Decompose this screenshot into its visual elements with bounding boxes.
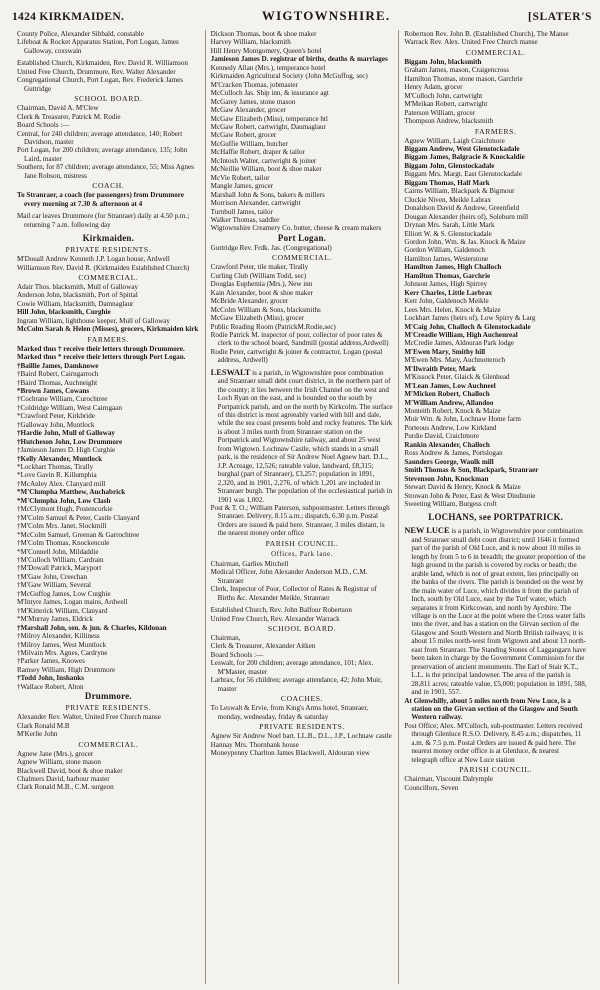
- directory-entry: †M'Gaw William, Several: [17, 581, 91, 590]
- page-number-and-parish: [12, 11, 124, 23]
- directory-entry: *Love Gavin R. Killumphia: [17, 471, 97, 480]
- directory-entry: M'Ilwraith Peter, Mark: [404, 364, 476, 373]
- directory-entry: Clark Ronald M.B: [17, 721, 70, 730]
- page-number: 1424: [12, 11, 37, 23]
- directory-entry: M'Creadie William, High Auchenreal: [404, 330, 518, 339]
- directory-entry: Rankin Alexander, Challoch: [404, 440, 490, 449]
- directory-entry: †M'Colm Samuel & Peter, Castle Clanyard: [17, 513, 140, 522]
- directory-entry: Clark Ronald M.B., C.M. surgeon: [17, 783, 114, 792]
- directory-entry: McCulloch Jas. Ship inn, & insurance agt: [210, 89, 329, 98]
- directory-entry: †M'Colm Mrs. Janet, Slockmill: [17, 522, 107, 531]
- directory-entry: Biggam James, Balgracie & Knockaldie: [404, 153, 525, 162]
- directory-entry: †M'Dowall Patrick, Maryport: [17, 564, 102, 573]
- section-heading: PARISH COUNCIL.: [265, 538, 339, 548]
- directory-entry: Hill John, blacksmith, Curghie: [17, 308, 111, 317]
- directory-entry: Board Schools :—: [17, 121, 70, 130]
- directory-entry: *M'Clumpha Matthew, Auchabrick: [17, 488, 126, 497]
- directory-entry: Marked thus † receive their letters through Drummore.: [17, 344, 185, 353]
- page-header: [12, 8, 592, 28]
- directory-entry: Congregational Church, Port Logan, Rev. Frederick James Guttridge: [17, 76, 184, 93]
- directory-entry: M'Lean James, Low Auchneel: [404, 381, 496, 390]
- directory-entry: Ross Andrew & James, Portslogan: [404, 449, 503, 458]
- directory-entry: County Police, Alexander Sibbald, constable: [17, 30, 144, 38]
- directory-entry: Crawford Peter, tile maker, Tirally: [210, 263, 309, 272]
- directory-entry: Donaldson David & Andrew, Greenfield: [404, 204, 520, 213]
- directory-entry: McBride Alexander, grocer: [210, 297, 289, 306]
- section-heading: SCHOOL BOARD.: [74, 94, 143, 104]
- directory-entry: Medical Officer, John Alexander Anderson M.D., C.M. Stranraer: [210, 568, 368, 585]
- directory-entry: †McClymont Hugh, Postencorkie: [17, 505, 113, 514]
- parish-description: [211, 369, 394, 504]
- directory-entry: †Hutcheson John, Low Drummore: [17, 437, 123, 446]
- directory-entry: Robertson Rev. John B. (Established Church), The Manse: [404, 30, 569, 38]
- directory-entry: Agnew William, stone mason: [17, 758, 101, 767]
- directory-entry: Drynan Mrs. Sarah, Little Mark: [404, 221, 495, 230]
- directory-entry: Williamson Rev. David R. (Kirkmaiden Established Church): [17, 263, 190, 272]
- directory-entry: Mail car leaves Drummore (for Stranraer) daily at 4.50 p.m.; returning 7 a.m. following day: [17, 212, 190, 229]
- directory-entry: Blackwell David, boot & shoe maker: [17, 766, 123, 775]
- directory-entry: McColm William & Sons, blacksmiths: [210, 305, 321, 314]
- directory-entry: Ramsey William, High Drummore: [17, 665, 116, 674]
- directory-entry: M'Kerlie John: [17, 730, 58, 739]
- directory-entry: Moneypenny Charlton James Blackwell, Aldouran view: [210, 748, 370, 757]
- directory-entry: M'Ewen Mrs. Mary, Auchnotteroch: [404, 356, 506, 365]
- publisher-title: [SLATER'S: [528, 11, 592, 23]
- left-running-title: KIRKMAIDEN.: [39, 11, 125, 23]
- directory-entry: Adair Thos. blacksmith, Mull of Galloway: [17, 282, 139, 291]
- directory-entry: Lifeboat & Rocket Apparatus Station, Port Logan, James Galloway, coxswain: [17, 38, 179, 55]
- directory-entry: United Free Church, Drummore, Rev. Walter Alexander: [17, 67, 176, 76]
- directory-entry: Chairman, Viscount Dalrymple: [404, 775, 494, 784]
- directory-entry: *M'Connell John, Mildaddie: [17, 547, 99, 556]
- directory-entry: Kain Alexander, boot & shoe maker: [210, 288, 313, 297]
- directory-entry: †Todd John, Inshanks: [17, 674, 84, 683]
- directory-entry: Chairman, David A. M'Clew: [17, 104, 99, 113]
- directory-entry: Biggam Thomas, Half Mark: [404, 178, 490, 187]
- parish-description-text: is a parish, in Wigtownshire poor combination and Stranraer small debt court district; until 1646 it formed part of the parish of Old Luce, and is now about 10 miles in length by from 5 to 6 in breadth; the greater proportion of the high ground in the parish is covered by rocks or heath; the arable land, which is not of great extent, lies principally on the banks of the rivers. The parish is bounded on the west by the main water of Luce, which divides it from the parish of Inch, south by Old Luce, east by the Turf water, which separates it from Kirkcowan, and north by Ayrshire. The village is on the Luce at the point where the Cross water falls into the river, and has a station on the Girvan section of the Glasgow and South Western and North British railways; it is about 15 miles north-west from Wigtown and about 13 north-east from Stranraer. The Standing Stones of Laggangarn have been taken in charge by the Government Commission for the preservation of ancient monuments. The Earl of Stair K.T., L.L. is the principal landowner. The area of the parish is 28,811 acres; rateable value, £5,000; population in 1891, 588, and in 1901, 557.: [411, 527, 587, 697]
- directory-entry: M'Caig John, Challoch & Glenstockadale: [404, 322, 531, 331]
- section-heading: LOCHANS, see PORTPATRICK.: [428, 512, 564, 523]
- directory-entry: Established Church, Kirkmaiden, Rev. David R. Williamson: [17, 59, 188, 68]
- directory-entry: Thompson Andrew, blacksmith: [404, 117, 494, 126]
- section-heading: Drummore.: [84, 691, 132, 702]
- directory-entry: Biggam Mrs. Margt. East Glenstockadale: [404, 170, 523, 179]
- directory-entry: Chairman, Garlies Mitchell: [210, 559, 289, 568]
- section-heading: SCHOOL BOARD.: [267, 624, 337, 633]
- directory-entry: Clerk & Treasurer, Alexander Aitken: [210, 642, 316, 651]
- directory-entry: Kennedy Allan (Mrs.), temperance hotel: [210, 63, 326, 72]
- directory-entry: Ingram William, lighthouse keeper, Mull of Galloway: [17, 316, 170, 325]
- directory-entry: M'Culloch John, cartwright: [404, 91, 483, 100]
- directory-entry: McIntosh Walter, cartwright & joiner: [210, 156, 317, 165]
- directory-entry: Alexander Rev. Walter, United Free Church manse: [17, 713, 161, 722]
- directory-entry: †Milvain Mrs. Agnes, Cardryne: [17, 649, 108, 657]
- directory-entry: †Marshall John, sen. & jun. & Charles, Kildonan: [17, 623, 167, 632]
- directory-entry: Sweeting William, Burgess croft: [404, 500, 497, 509]
- directory-entry: Gordon John, Wm. & Jas. Knock & Maize: [404, 237, 526, 246]
- section-heading: COMMERCIAL.: [465, 47, 526, 57]
- directory-entry: Porteous Andrew, Low Kirkland: [404, 423, 497, 432]
- directory-entry: United Free Church, Rev. Alexander Warrack: [210, 614, 340, 623]
- directory-entry: Monteith Robert, Knock & Maize: [404, 407, 501, 416]
- directory-entry: Douglas Euphemia (Mrs.), New inn: [210, 280, 313, 289]
- directory-entry: M'Douall Andrew Kenneth J.P. Logan house, Ardwell: [17, 255, 170, 264]
- directory-entry: Agnew Sir Andrew Noel bart. LL.B., D.L., J.P., Lochnaw castle: [210, 732, 392, 741]
- directory-entry: †Coldridge William, West Cairngaan: [17, 403, 122, 412]
- directory-entry: M'Intyre James, Logan mains, Ardwell: [17, 598, 128, 607]
- directory-entry: Saunders George, Waulk mill: [404, 457, 494, 466]
- directory-entry: Marshall John & Sons, bakers & millers: [210, 190, 325, 199]
- directory-entry: †M'Culloch William, Cardrain: [17, 556, 104, 565]
- directory-entry: Henry Adam, grocer: [404, 83, 463, 92]
- directory-entry: *Lockhart Thomas, Tirally: [17, 463, 94, 472]
- directory-entry: Stewart David & Henry, Knock & Maize: [404, 483, 521, 492]
- directory-entry: †Milroy Alexander, Killiness: [17, 632, 100, 641]
- directory-entry: Wigtownshire Creamery Co. butter, cheese & cream makers: [210, 224, 382, 233]
- directory-entry: Cowie William, blacksmith, Damnaglaur: [17, 299, 134, 308]
- directory-entry: †McGuffog James, Low Curghie: [17, 589, 111, 598]
- directory-entry: Post Office; Alex. M'Culloch, sub-postmaster. Letters received through Glenluce R.S.O. Delivery, 8.45 a.m.; dispatches, 11 a.m. & 7.5 p.m. Postal Orders are issued & paid here. The nearest money order office is at Glenluce, & nearest telegraph office at New Luce station: [404, 721, 583, 764]
- directory-entry: Clerk, Inspector of Poor, Collector of Rates & Registrar of Births &c. Alexander Meikle, Stranraer: [210, 585, 377, 602]
- directory-entry: Lees Mrs. Helen, Knock & Maize: [404, 305, 501, 314]
- section-heading: COMMERCIAL.: [272, 253, 332, 263]
- directory-entry: Southern, for 87 children; average attendance, 55; Miss Agnes Jane Robson, mistress: [17, 163, 194, 180]
- directory-entry: McGaw Alexander, grocer: [210, 106, 286, 115]
- directory-entry: Walker Thomas, saddler: [210, 215, 280, 224]
- directory-entry: †Wallace Robert, Alton: [17, 682, 84, 691]
- directory-entry: †Milroy James, West Muntlock: [17, 640, 107, 649]
- directory-entry: Rodie Peter, cartwright & joiner & contractor, Logan (postal address, Ardwell): [210, 347, 383, 365]
- directory-entry: †Kelly Alexander, Muntlock: [17, 454, 103, 463]
- directory-entry: McGaw Elizabeth (Miss), temperance htl: [210, 114, 328, 123]
- directory-entry: M'Micken Robert, Challoch: [404, 390, 490, 399]
- directory-entry: M'Meikan Robert, cartwright: [404, 100, 488, 109]
- directory-entry: Leswalt, for 200 children; average attendance, 101; Alex. M'Master, master: [210, 659, 374, 676]
- directory-entry: Graham James, mason, Craigencross: [404, 66, 509, 75]
- directory-entry: At Glenwhilly, about 5 miles north from New Luce, is a station on the Girvan section of the Glasgow and South Western railway.: [404, 696, 578, 722]
- directory-entry: Hamilton James, Westerstone: [404, 254, 489, 263]
- directory-entry: Turnbull James, tailor: [210, 207, 273, 216]
- directory-entry: McCredie James, Aldouran Park lodge: [404, 339, 515, 348]
- directory-entry: Public Reading Room (PatrickM.Rodie,sec): [210, 322, 336, 331]
- directory-entry: McGaw Robert, grocer: [210, 131, 277, 140]
- directory-entry: M'William Andrew, Allandoo: [404, 398, 494, 407]
- directory-entry: †M'Gaw John, Creechan: [17, 572, 88, 581]
- directory-entry: Clerk & Treasurer, Patrick M. Rodie: [17, 112, 121, 121]
- parish-name: LESWALT: [210, 367, 251, 377]
- directory-entry: McHaffie Robert, draper & tailor: [210, 148, 305, 157]
- directory-entry: Smith Thomas & Son, Blackpark, Stranraer: [404, 466, 539, 475]
- section-heading: PRIVATE RESIDENTS.: [259, 722, 345, 732]
- parish-name: NEW LUCE: [404, 526, 450, 536]
- directory-entry: Muir Wm. & John, Lochnaw Home farm: [404, 415, 521, 424]
- directory-entry: Morrison Alexander, cartwright: [210, 199, 301, 208]
- directory-entry: Larbrax, for 56 children; average attendance, 42; John Muir, master: [210, 676, 382, 693]
- directory-entry: †M'Colm Thomas, Knockencule: [17, 539, 110, 548]
- directory-entry: Warrack Rev. Alex. United Free Church manse: [404, 38, 538, 47]
- directory-entry: Guttridge Rev. Frdk. Jas. (Congregational): [210, 243, 332, 252]
- directory-entry: Councillors, Seven: [404, 783, 459, 792]
- directory-entry: M'Cracken Thomas, jobmaster: [210, 80, 298, 89]
- directory-entry: Gordon William, Galdenoch: [404, 246, 485, 255]
- section-heading: Port Logan.: [277, 232, 327, 243]
- directory-entry: Strowan John & Peter, East & West Dindinnie: [404, 491, 536, 500]
- directory-entry: To Stranraer, a coach (for passengers) from Drummore every morning at 7.30 & afternoon at 4: [17, 191, 184, 208]
- directory-entry: Hamilton Thomas, Garchrie: [404, 271, 491, 280]
- directory-entry: Rodie Patrick M. inspector of poor, collector of poor rates & clerk to the school board, Sandmill (postal address,Ardwell): [210, 330, 389, 348]
- directory-entry: Central, for 240 children; average attendance, 140; Robert Davidson, master: [17, 129, 183, 146]
- directory-entry: †M'Kitterick William, Clanyard: [17, 606, 108, 615]
- directory-entry: *Crawford Peter, Kirkbride: [17, 412, 95, 421]
- directory-entry: McGarey James, stone mason: [210, 97, 296, 106]
- section-heading: COACH.: [92, 181, 125, 191]
- directory-entry: Hamilton Thomas, stone mason, Garchrie: [404, 74, 523, 83]
- directory-entry: McGaw Elizabeth (Miss), grocer: [210, 314, 305, 323]
- directory-entry: †McAuley Alex. Clanyard mill: [17, 479, 106, 488]
- directory-entry: Hill Henry Montgomery, Queen's hotel: [210, 46, 322, 55]
- directory-entry: Kerr Charles, Little Larbrax: [404, 288, 493, 297]
- directory-entry: McGuffie William, butcher: [210, 139, 288, 148]
- directory-entry: McVie Robert, tailor: [210, 173, 270, 182]
- directory-entry: †Parker James, Knowes: [17, 657, 85, 666]
- directory-entry: Harvey William, blacksmith: [210, 38, 291, 47]
- directory-entry: McColm Sarah & Helen (Misses), grocers, Kirkmaiden kirk: [17, 325, 199, 334]
- directory-entry: Lockhart James (heirs of), Low Spirry & Larg: [404, 314, 536, 323]
- county-title: WIGTOWNSHIRE.: [261, 8, 391, 23]
- directory-entry: Hannay Mrs. Thornbank house: [210, 740, 299, 749]
- directory-entry: Biggam John, blacksmith: [404, 57, 482, 66]
- directory-entry: M'Kissock Peter, Glaick & Glenhead: [404, 373, 510, 382]
- directory-entry: Post & T. O.; William Paterson, subpostmaster. Letters through Stranraer. Delivery, 8.15 a.m.; dispatch, 6.30 p.m. Postal Orders are issued & paid here. Stranraer, 3 miles distant, is the nearest money order office: [210, 504, 390, 538]
- directory-entry: Board Schools :—: [210, 650, 264, 659]
- directory-entry: Hamilton James, High Challoch: [404, 263, 502, 272]
- column-2: [205, 30, 399, 984]
- directory-entry: †Galloway John, Muntlock: [17, 420, 95, 429]
- directory-entry: Anderson John, blacksmith, Port of Spittal: [17, 291, 138, 300]
- directory-entry: Marked thus * receive their letters through Port Logan.: [17, 353, 186, 362]
- directory-entry: Kerr John, Galdenoch Meikle: [404, 297, 489, 306]
- directory-entry: *McColm Samuel, Greenan & Garrochtree: [17, 530, 140, 539]
- directory-entry: McGaw Robert, cartwright, Daumaglaur: [210, 122, 326, 131]
- directory-entry: Biggam Andrew, West Glenstockadale: [404, 144, 520, 153]
- directory-entry: M'Ewen Mary, Smithy hill: [404, 347, 486, 356]
- directory-entry: Established Church, Rev. John Balfour Robertson: [210, 606, 352, 615]
- text-columns: [12, 30, 592, 984]
- section-heading: COMMERCIAL.: [78, 272, 139, 282]
- section-heading: PARISH COUNCIL.: [459, 765, 533, 775]
- section-heading: COACHES.: [280, 694, 324, 704]
- directory-entry: Stevenson John, Knockman: [404, 474, 489, 483]
- parish-description-text: is a parish, in Wigtownshire poor combination and Stranraer small debt court district, in the northern part of the county; it lies between the Irish Channel on the west and Loch Ryan on the east, and is bounded on the south by Portpatrick parish, and on the north by Kirkcolm. The surface of this district is most agreeably varied with hill and dale, while the sea coast presents bold and rocky features. The kirk is about 3 miles north from Stranraer station on the Portpatrick and Wigtownshire railway, and about 25 west from Wigtown. Lochnaw Castle, which stands in a small park, is the residence of Sir Andrew Noel Agnew bart. D.L., J.P. Acreage, 12,526; rateable value, landward, £8,315; burghal (part of Stranraer), £3,257; population in 1891, 2,320, and in 1901, 2,276, of which 1,201 are included in Stranraer burgh. The population of the ecclesiastical parish in 1901 was 1,002.: [217, 368, 393, 504]
- directory-entry: *M'Clumpha John, Low Clash: [17, 496, 111, 505]
- directory-entry: Port Logan, for 200 children; average attendance, 135; John Laird, master: [17, 146, 188, 163]
- parish-description: [404, 527, 587, 696]
- directory-entry: †Cochrane William, Curochtree: [17, 395, 108, 404]
- directory-entry: Elliott W. & S. Glenstockadale: [404, 229, 492, 238]
- directory-entry: Chalmers David, harbour master: [17, 774, 110, 783]
- directory-entry: *M'Murray James, Eldrick: [17, 615, 93, 624]
- directory-entry: Biggam John, Glenstockadale: [404, 161, 495, 170]
- directory-entry: Paterson William, grocer: [404, 108, 476, 117]
- column-1: [12, 30, 205, 984]
- directory-entry: †Baird Robert, Cairngarroch: [17, 370, 99, 379]
- directory-entry: Curling Club (William Todd, sec): [210, 271, 307, 280]
- directory-entry: Purdie David, Craichmore: [404, 432, 480, 441]
- directory-entry: Dickson Thomas, boot & shoe maker: [210, 30, 317, 38]
- directory-entry: Cairns William, Blackpark & Bigmour: [404, 187, 515, 196]
- directory-entry: Kirkmaiden Agricultural Society (John McGuffog, sec): [210, 72, 368, 81]
- section-heading: COMMERCIAL.: [78, 739, 139, 749]
- column-3: [398, 30, 592, 984]
- directory-entry: †Baird Thomas, Auchneight: [17, 378, 98, 387]
- section-heading: PRIVATE RESIDENTS.: [65, 703, 152, 713]
- section-heading: FARMERS.: [474, 126, 517, 136]
- directory-entry: †Baillie James, Damknowe: [17, 361, 99, 370]
- directory-entry: Jamieson James D. registrar of births, deaths & marriages: [210, 55, 388, 64]
- directory-entry: Cluckie Niven, Meikle Labrax: [404, 195, 492, 204]
- directory-entry: McNeillie William, boot & shoe maker: [210, 165, 322, 174]
- directory-entry: To Leswalt & Ervie, from King's Arms hotel, Stranraer, monday, wednesday, friday & saturday: [210, 704, 369, 721]
- section-heading: Offices, Park lane.: [271, 550, 333, 558]
- directory-entry: Agnew William, Laigh Craichmore: [404, 136, 505, 145]
- section-heading: Kirkmaiden.: [82, 233, 135, 244]
- directory-entry: Dougan Alexander (heirs of), Soleburn mill: [404, 212, 529, 221]
- section-heading: FARMERS.: [87, 334, 130, 344]
- directory-entry: †Hardie John, Mull of Galloway: [17, 429, 115, 438]
- directory-entry: Mangle James, grocer: [210, 182, 274, 191]
- directory-entry: *Brown James, Cowans: [17, 386, 90, 395]
- directory-entry: Chairman,: [210, 634, 241, 642]
- section-heading: PRIVATE RESIDENTS.: [65, 245, 152, 255]
- directory-entry: Johnson James, High Spirrey: [404, 280, 488, 289]
- directory-entry: Agnew Jane (Mrs.), grocer: [17, 749, 94, 758]
- directory-entry: †Jamieson James D. High Curghie: [17, 446, 116, 455]
